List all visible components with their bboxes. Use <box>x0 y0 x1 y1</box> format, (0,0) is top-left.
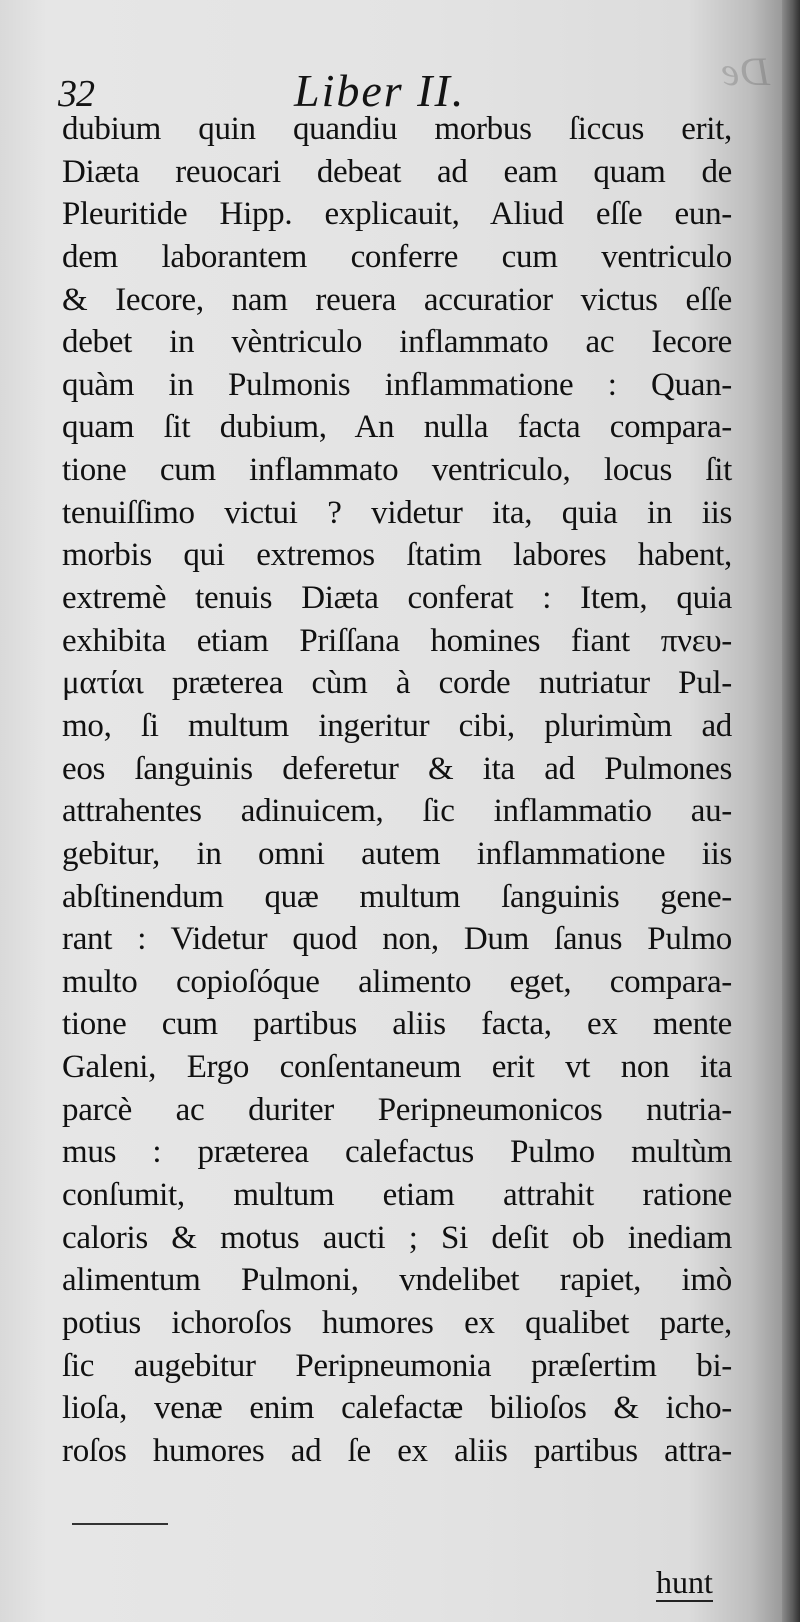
text-line: Galeni, Ergo conſentaneum erit vt non ita <box>62 1049 732 1086</box>
text-line: dubium quin quandiu morbus ſiccus erit, <box>62 111 732 147</box>
text-line: abſtinendum quæ multum ſanguinis gene- <box>62 878 732 915</box>
text-line: tione cum partibus aliis facta, ex mente <box>62 1006 732 1043</box>
text-line: roſos humores ad ſe ex aliis partibus attra- <box>62 1432 732 1469</box>
text-line: exhibita etiam Priſſana homines fiant πνευ- <box>62 622 732 659</box>
text-line: ματίαι præterea cùm à corde nutriatur Pul- <box>62 665 732 702</box>
text-line: potius ichoroſos humores ex qualibet parte, <box>62 1304 732 1341</box>
text-line: Pleuritide Hipp. explicauit, Aliud eſſe eun- <box>62 196 732 233</box>
text-line: tenuiſſimo victui ? videtur ita, quia in iis <box>62 494 732 531</box>
text-line: quam ſit dubium, An nulla facta compara- <box>62 409 732 446</box>
text-line: rant : Videtur quod non, Dum ſanus Pulmo <box>62 921 732 958</box>
ink-underline <box>72 1523 168 1525</box>
text-line: morbis qui extremos ſtatim labores habent, <box>62 537 732 574</box>
running-head <box>58 60 758 116</box>
page-gutter-shadow <box>782 0 800 1622</box>
text-line: lioſa, venæ enim calefactæ bilioſos & icho- <box>62 1390 732 1427</box>
text-line: extremè tenuis Diæta conferat : Item, quia <box>62 580 732 617</box>
page-number: 32 <box>58 73 94 115</box>
book-title: Liber II. <box>294 65 466 116</box>
text-line: gebitur, in omni autem inflammatione iis <box>62 835 732 872</box>
text-line: alimentum Pulmoni, vndelibet rapiet, imò <box>62 1262 732 1299</box>
text-line: quàm in Pulmonis inflammatione : Quan- <box>62 366 732 403</box>
text-line: eos ſanguinis deferetur & ita ad Pulmones <box>62 750 732 787</box>
text-line: conſumit, multum etiam attrahit ratione <box>62 1177 732 1214</box>
text-line: attrahentes adinuicem, ſic inflammatio au- <box>62 793 732 830</box>
text-line: mus : præterea calefactus Pulmo multùm <box>62 1134 732 1171</box>
show-through-text: De <box>719 49 770 94</box>
text-line: & Iecore, nam reuera accuratior victus eſſe <box>62 281 732 318</box>
text-line: tione cum inflammato ventriculo, locus ſit <box>62 452 732 489</box>
text-line: ſic augebitur Peripneumonia præſertim bi- <box>62 1347 732 1384</box>
text-line: parcè ac duriter Peripneumonicos nutria- <box>62 1091 732 1128</box>
text-line: multo copioſóque alimento eget, compara- <box>62 963 732 1000</box>
text-line: caloris & motus aucti ; Si deſit ob inediam <box>62 1219 732 1256</box>
text-line: mo, ſi multum ingeritur cibi, plurimùm ad <box>62 707 732 744</box>
text-line: debet in vèntriculo inflammato ac Iecore <box>62 324 732 361</box>
text-line: Diæta reuocari debeat ad eam quam de <box>62 153 732 190</box>
text-line: dem laborantem conferre cum ventriculo <box>62 238 732 275</box>
catchword: hunt <box>656 1564 713 1600</box>
body-text <box>62 108 732 1473</box>
